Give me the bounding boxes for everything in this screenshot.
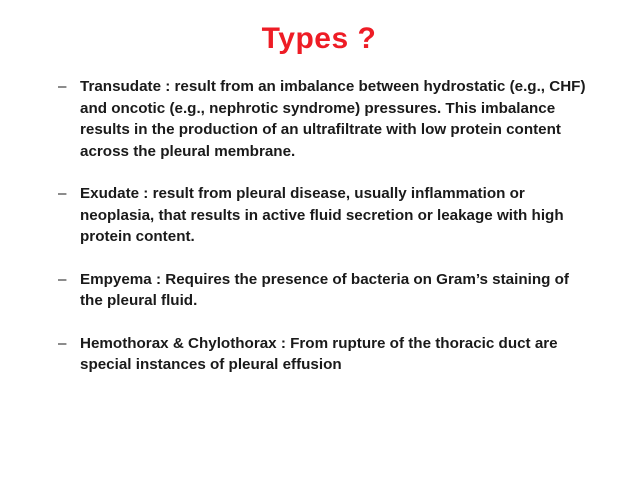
bullet-dash: –	[58, 185, 67, 202]
bullet-text: Hemothorax & Chylothorax : From rupture of the thoracic duct are special instances of pleural effusion	[80, 334, 558, 373]
bullet-text: Exudate : result from pleural disease, usually inflammation or neoplasia, that results in active fluid secretion or leakage with high protein content.	[80, 185, 564, 245]
bullet-list	[58, 76, 588, 397]
bullet-text: Transudate : result from an imbalance between hydrostatic (e.g., CHF) and oncotic (e.g., nephrotic syndrome) pressures. This imbalance results in the production of an ultrafiltrate with low protein content across the pleural membrane.	[80, 78, 586, 160]
bullet-transudate	[58, 76, 588, 162]
bullet-exudate	[58, 183, 588, 248]
bullet-hemothorax	[58, 333, 588, 376]
slide-title: Types ?	[261, 22, 377, 55]
bullet-text: Empyema : Requires the presence of bacteria on Gram’s staining of the pleural fluid.	[80, 270, 569, 309]
bullet-dash: –	[58, 78, 67, 95]
bullet-dash: –	[58, 270, 67, 288]
bullet-empyema	[58, 269, 588, 312]
bullet-dash: –	[58, 334, 67, 352]
